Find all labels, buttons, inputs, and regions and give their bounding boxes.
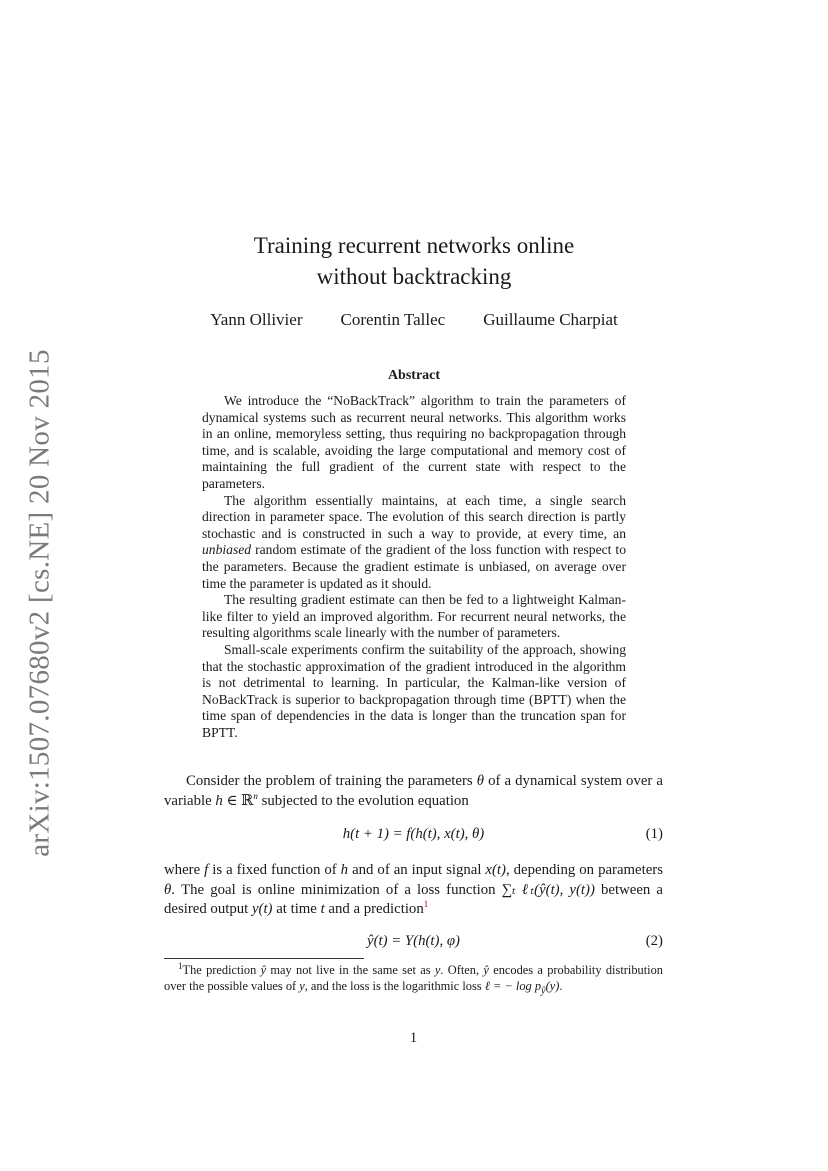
footnote <box>164 962 663 999</box>
abstract-text: The algorithm essentially maintains, at each time, a single search direction in parameter space. The evolution of this search direction is partly stochastic and is constructed in such a way to provide, at every time, an <box>202 492 626 541</box>
paper-title <box>164 230 664 292</box>
math-symbol: ∈ ℝ <box>222 792 254 809</box>
math-symbol: θ <box>164 881 172 898</box>
footnote-text: , and the loss is the logarithmic loss <box>304 979 485 993</box>
math-expression: ℓ = − log p <box>484 979 542 993</box>
footnote-text: The prediction <box>182 963 261 977</box>
abstract-text: random estimate of the gradient of the loss function with respect to the parameters. Because the gradient estimate is unbiased, on average over time the parameter is updated as it should. <box>202 542 626 591</box>
title-line-1: Training recurrent networks online <box>253 233 575 258</box>
body-text: of a dynamical system over a variable <box>164 773 663 809</box>
body-text: is a fixed function of <box>208 862 341 878</box>
body-text: subjected to the evolution equation <box>257 792 469 809</box>
body-text: between a desired output <box>164 881 663 917</box>
abstract-paragraph: We introduce the “NoBackTrack” algorithm to train the parameters of dynamical systems such as recurrent neural networks. This algorithm works in an online, memoryless setting, thus requiring no backpropagation through time, and is scalable, avoiding the large computational and memory cost of maintaining the full gradient of the current state with respect to the parameters. <box>202 393 626 491</box>
footnote-text: encodes a probability distribution over the possible values of <box>164 963 664 993</box>
math-symbol: h <box>215 792 223 809</box>
abstract-paragraph: The resulting gradient estimate can then be fed to a lightweight Kalman-like filter to yield an improved algorithm. For recurrent neural networks, the resulting algorithms scale linearly with the number of parameters. <box>202 592 626 641</box>
math-symbol: x(t) <box>485 862 506 878</box>
math-subscript: ŷ <box>541 985 546 997</box>
page-number: 1 <box>409 1030 418 1046</box>
footnote-text: . Often, <box>440 963 484 977</box>
math-symbol: f <box>204 862 209 878</box>
body-text: at time <box>272 901 321 917</box>
author-list <box>164 310 664 330</box>
body-paragraph-1 <box>164 772 663 811</box>
math-symbol: y <box>434 963 441 977</box>
body-text: Consider the problem of training the parameters <box>186 773 477 789</box>
footnote-divider <box>164 958 364 959</box>
math-symbol: ŷ <box>260 963 267 977</box>
math-symbol: y <box>299 979 305 993</box>
equation-expression: h(t + 1) = f(h(t), x(t), θ) <box>342 826 485 842</box>
math-symbol: h <box>340 862 349 878</box>
equation-number: (1) <box>645 826 663 842</box>
body-text: and a prediction <box>324 901 424 917</box>
math-expression: (y) <box>545 979 560 993</box>
math-symbol: t <box>320 901 325 917</box>
footnote-text: . <box>559 979 563 993</box>
abstract-paragraph: Small-scale experiments confirm the suitability of the approach, showing that the stochastic approximation of the gradient introduced in the algorithm is not detrimental to learning. In particular, the Kalman-like version of NoBackTrack is superior to backpropagation through time (BPTT) when the time span of dependencies in the data is longer than the truncation span for BPTT. <box>202 641 626 740</box>
abstract-body <box>202 393 626 741</box>
body-paragraph-2 <box>164 861 663 920</box>
math-symbol: ŷ <box>483 963 489 977</box>
body-text: , depending on parameters <box>505 862 663 878</box>
footnote-text: may not live in the same set as <box>266 963 435 977</box>
author-name: Yann Ollivier <box>210 310 303 329</box>
arxiv-identifier-stamp: arXiv:1507.07680v2 [cs.NE] 20 Nov 2015 <box>23 349 56 857</box>
body-text: . The goal is online minimization of a loss function <box>171 881 502 898</box>
title-line-2: without backtracking <box>316 264 512 289</box>
footnote-reference[interactable]: 1 <box>423 899 429 910</box>
author-name: Corentin Tallec <box>340 310 446 329</box>
math-expression: ∑ₜ ℓₜ(ŷ(t), y(t)) <box>501 881 595 898</box>
math-symbol: θ <box>476 773 485 789</box>
math-superscript: n <box>253 790 258 801</box>
footnote-mark: 1 <box>178 960 183 971</box>
abstract-heading: Abstract <box>387 368 441 383</box>
author-name: Guillaume Charpiat <box>483 310 618 329</box>
emphasis-text: unbiased <box>202 542 252 558</box>
abstract-paragraph <box>202 493 626 593</box>
math-symbol: y(t) <box>251 901 273 917</box>
equation-expression: ŷ(t) = Y(h(t), φ) <box>367 933 460 949</box>
equation-number: (2) <box>645 933 663 949</box>
body-text: where <box>164 862 205 878</box>
body-text: and of an input signal <box>348 862 486 878</box>
